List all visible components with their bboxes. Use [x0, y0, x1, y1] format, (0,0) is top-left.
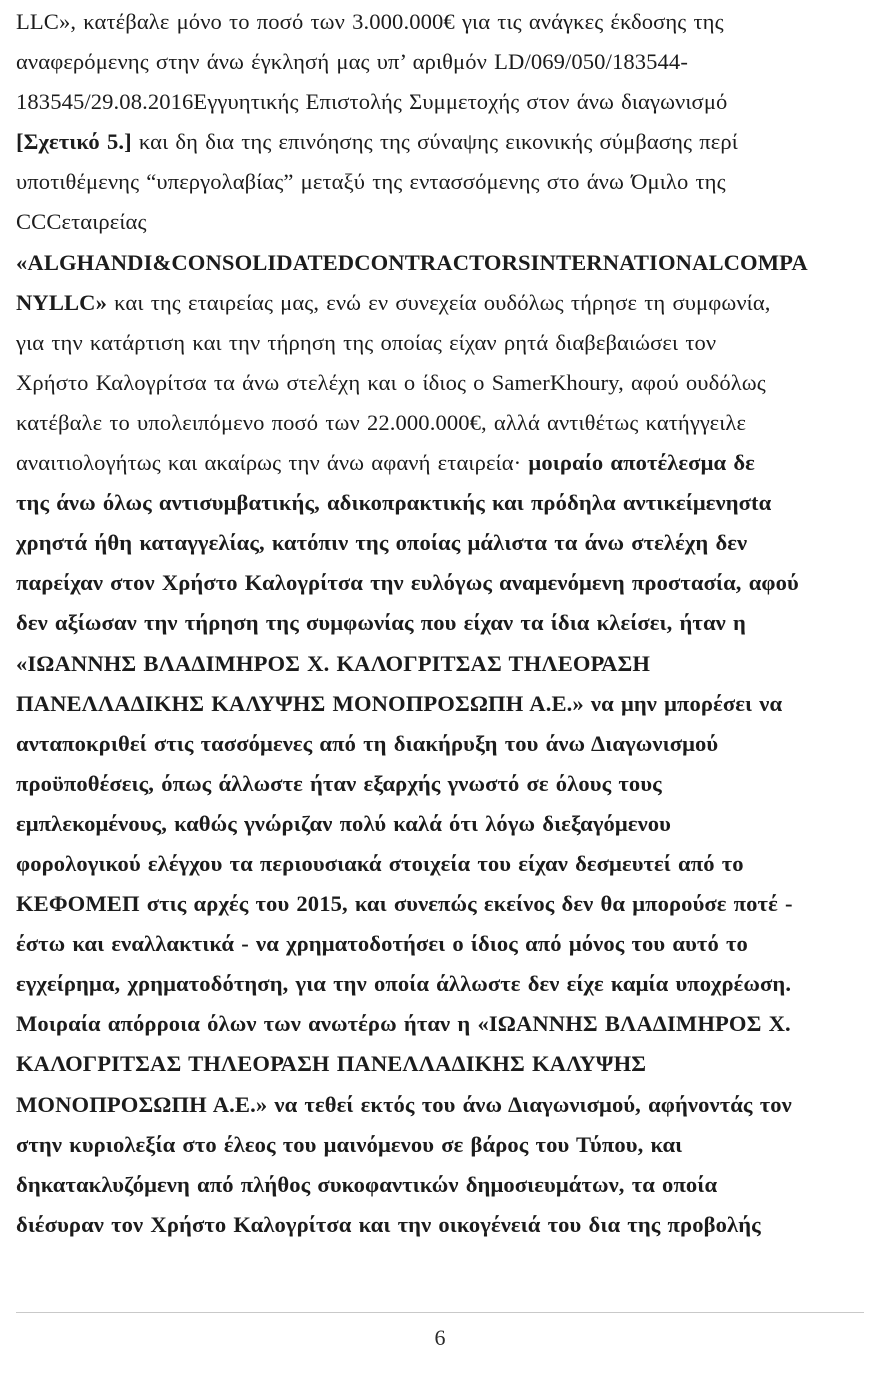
paragraph-line — [16, 122, 850, 162]
line-text: αναιτιολογήτως και ακαίρως την άνω αφανή εταιρεία· — [16, 450, 529, 476]
company-name-continuation: NYLLC» — [16, 289, 107, 315]
paragraph-line — [16, 1085, 850, 1125]
paragraph-line — [16, 1044, 850, 1084]
line-text: ΜΟΝΟΠΡΟΣΩΠΗ Α.Ε.» να τεθεί εκτός του άνω Διαγωνισμού, αφήνοντάς τον — [16, 1091, 792, 1117]
paragraph-line — [16, 1205, 850, 1245]
paragraph-line — [16, 403, 850, 443]
page-footer — [16, 1312, 864, 1382]
paragraph-line — [16, 2, 850, 42]
paragraph-line — [16, 644, 850, 684]
line-text: παρείχαν στον Χρήστο Καλογρίτσα την ευλόγως αναμενόμενη προστασία, αφού — [16, 570, 799, 596]
paragraph-line — [16, 764, 850, 804]
line-text: «ALGHANDI&CONSOLIDATEDCONTRACTORSINTERNATIONALCOMPA — [16, 249, 808, 275]
line-text: «ΙΩΑΝΝΗΣ ΒΛΑΔΙΜΗΡΟΣ Χ. ΚΑΛΟΓΡΙΤΣΑΣ ΤΗΛΕΟΡΑΣΗ — [16, 650, 651, 676]
line-text: αναφερόμενης στην άνω έγκλησή μας υπ’ αριθμόν LD/069/050/183544- — [16, 49, 688, 75]
document-body-text — [16, 2, 850, 1245]
paragraph-line — [16, 1125, 850, 1165]
line-text: και της εταιρείας μας, ενώ εν συνεχεία ουδόλως τήρησε τη συμφωνία, — [107, 289, 771, 315]
line-text: στην κυριολεξία στο έλεος του μαινόμενου σε βάρος του Τύπου, και — [16, 1131, 683, 1157]
paragraph-line — [16, 443, 850, 483]
paragraph-line — [16, 964, 850, 1004]
line-text: ΚΑΛΟΓΡΙΤΣΑΣ ΤΗΛΕΟΡΑΣΗ ΠΑΝΕΛΛΑΔΙΚΗΣ ΚΑΛΥΨΗΣ — [16, 1051, 647, 1077]
paragraph-line — [16, 363, 850, 403]
line-text: για την κατάρτιση και την τήρηση της οποίας είχαν ρητά διαβεβαιώσει τον — [16, 329, 717, 355]
paragraph-line — [16, 202, 850, 242]
line-text: δεν αξίωσαν την τήρηση της συμφωνίας που είχαν τα ίδια κλείσει, ήταν η — [16, 610, 746, 636]
line-text: Μοιραία απόρροια όλων των ανωτέρω ήταν η «ΙΩΑΝΝΗΣ ΒΛΑΔΙΜΗΡΟΣ Χ. — [16, 1011, 791, 1037]
paragraph-line — [16, 1004, 850, 1044]
line-text: ΚΕΦΟΜΕΠ στις αρχές του 2015, και συνεπώς εκείνος δεν θα μπορούσε ποτέ - — [16, 891, 793, 917]
paragraph-line — [16, 603, 850, 643]
paragraph-line — [16, 804, 850, 844]
paragraph-line — [16, 724, 850, 764]
paragraph-line — [16, 1165, 850, 1205]
paragraph-line — [16, 283, 850, 323]
line-text: ΠΑΝΕΛΛΑΔΙΚΗΣ ΚΑΛΥΨΗΣ ΜΟΝΟΠΡΟΣΩΠΗ Α.Ε.» να μην μπορέσει να — [16, 690, 783, 716]
line-text: CCCεταιρείας — [16, 209, 147, 235]
line-text: εμπλεκομένους, καθώς γνώριζαν πολύ καλά ότι λόγω διεξαγόμενου — [16, 810, 671, 836]
paragraph-line — [16, 162, 850, 202]
line-text: δηκατακλυζόμενη από πλήθος συκοφαντικών δημοσιευμάτων, τα οποία — [16, 1171, 718, 1197]
line-text: διέσυραν τον Χρήστο Καλογρίτσα και την οικογένειά του δια της προβολής — [16, 1211, 761, 1237]
line-text: της άνω όλως αντισυμβατικής, αδικοπρακτικής και πρόδηλα αντικείμενησtα — [16, 490, 772, 516]
line-text: LLC», κατέβαλε μόνο το ποσό των 3.000.000€ για τις ανάγκες έκδοσης της — [16, 9, 724, 34]
paragraph-line — [16, 483, 850, 523]
line-text: προϋποθέσεις, όπως άλλωστε ήταν εξαρχής γνωστό σε όλους τους — [16, 770, 662, 796]
line-text: υποτιθέμενης “υπεργολαβίας” μεταξύ της εντασσόμενης στο άνω Όμιλο της — [16, 169, 726, 195]
line-text: και δη δια της επινόησης της σύναψης εικονικής σύμβασης περί — [131, 129, 738, 155]
line-text: 183545/29.08.2016Εγγυητικής Επιστολής Συμμετοχής στον άνω διαγωνισμό — [16, 89, 728, 115]
line-text: χρηστά ήθη καταγγελίας, κατόπιν της οποίας μάλιστα τα άνω στελέχη δεν — [16, 530, 748, 556]
paragraph-line — [16, 323, 850, 363]
paragraph-line — [16, 884, 850, 924]
paragraph-line — [16, 82, 850, 122]
paragraph-line — [16, 844, 850, 884]
line-text: φορολογικού ελέγχου τα περιουσιακά στοιχεία του είχαν δεσμευτεί από το — [16, 850, 744, 876]
paragraph-line — [16, 684, 850, 724]
line-text: Χρήστο Καλογρίτσα τα άνω στελέχη και ο ίδιος ο SamerKhoury, αφού ουδόλως — [16, 369, 766, 395]
line-text: ανταποκριθεί στις τασσόμενες από τη διακήρυξη του άνω Διαγωνισμού — [16, 730, 719, 756]
page-number: 6 — [434, 1325, 446, 1350]
paragraph-line — [16, 523, 850, 563]
line-text-bold-ref: [Σχετικό 5.] — [16, 129, 132, 155]
line-text-bold: μοιραίο αποτέλεσμα δε — [528, 450, 755, 476]
line-text: κατέβαλε το υπολειπόμενο ποσό των 22.000.000€, αλλά αντιθέτως κατήγγειλε — [16, 409, 747, 435]
paragraph-line — [16, 42, 850, 82]
footer-divider — [16, 1312, 864, 1313]
line-text: εγχείρημα, χρηματοδότηση, για την οποία άλλωστε δεν είχε καμία υποχρέωση. — [16, 971, 792, 997]
line-text: έστω και εναλλακτικά - να χρηματοδοτήσει ο ίδιος από μόνος του αυτό το — [16, 931, 748, 957]
paragraph-line — [16, 924, 850, 964]
paragraph-line — [16, 563, 850, 603]
paragraph-line — [16, 243, 850, 283]
